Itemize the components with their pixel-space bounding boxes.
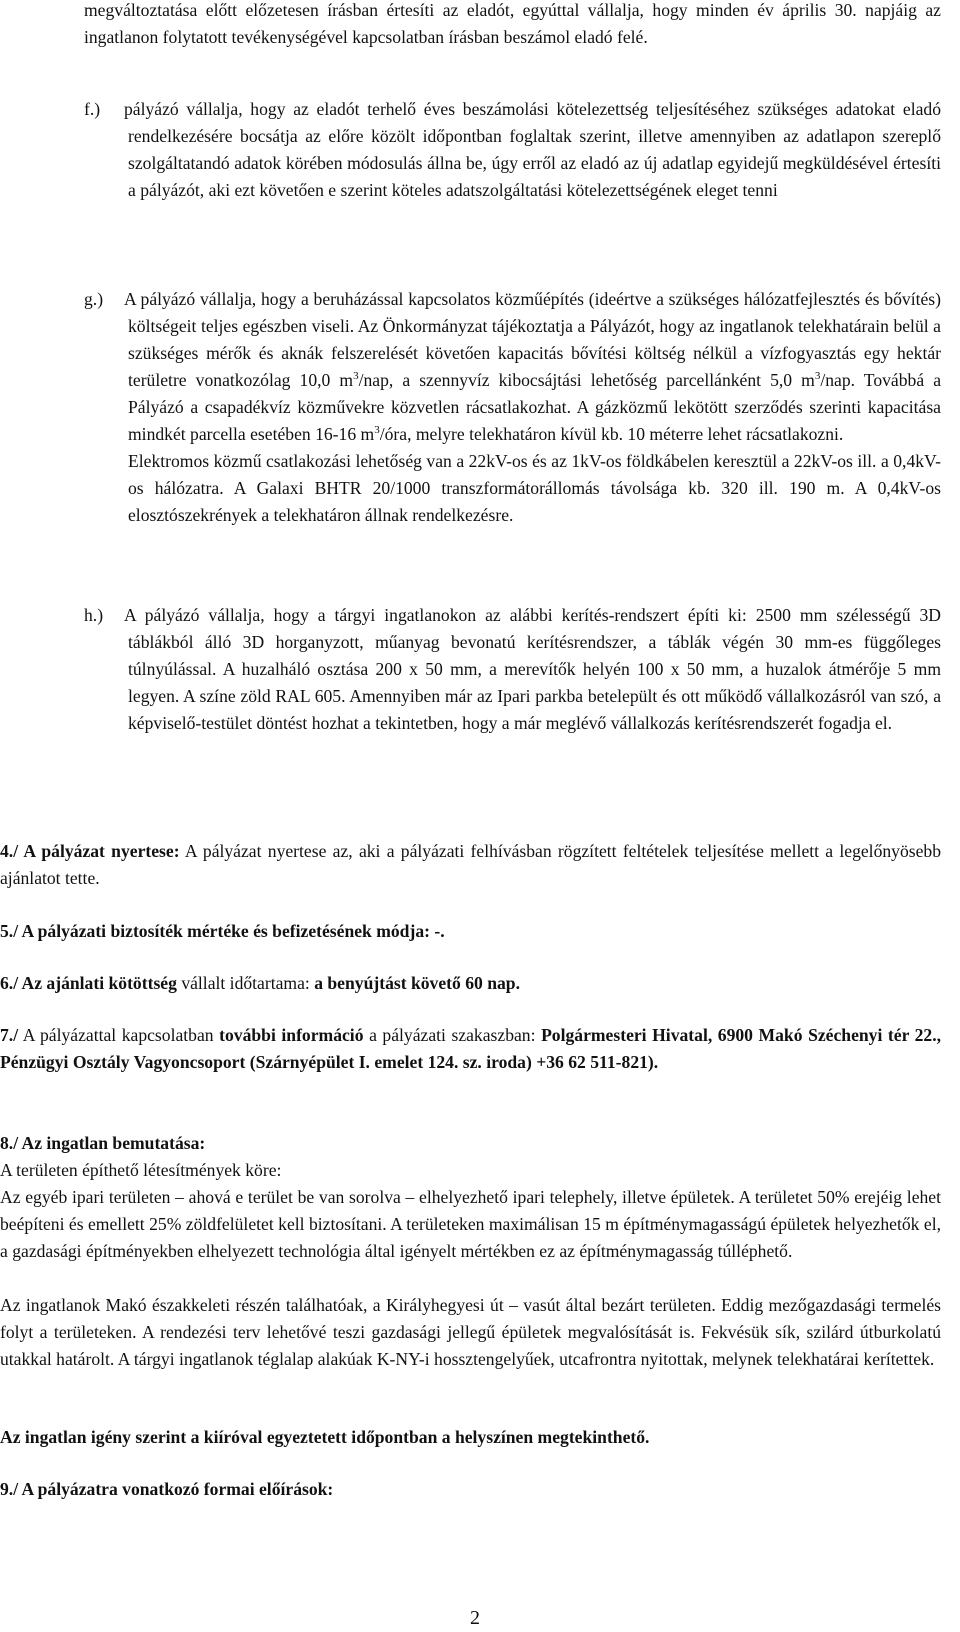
section-9-heading: 9./ A pályázatra vonatkozó formai előírások:	[0, 1479, 334, 1499]
section-9	[0, 1476, 941, 1503]
item-g-text-3: /nap. Továbbá a Pályázó a csapadékvíz közművekre közvetlen rácsatlakozhat. A gázközmű lekötött szerződés szerinti kapacitása mindkét parcella esetében 16-16 m	[128, 370, 942, 444]
paragraph-continuation: megváltoztatása előtt előzetesen írásban értesíti az eladót, egyúttal vállalja, hogy minden év április 30. napjáig az ingatlanon folytatott tevékenységével kapcsolatban írásban beszámol eladó felé.	[84, 0, 941, 47]
section-8-note-text: Az ingatlan igény szerint a kiíróval egyeztetett időpontban a helyszínen megtekinthető.	[0, 1427, 650, 1447]
section-7-text-1: A pályázattal kapcsolatban	[22, 1025, 214, 1045]
section-4-text: A pályázat nyertese az, aki a pályázati felhívásban rögzített feltételek teljesítése mellett a legelőnyösebb ajánlatot tette.	[0, 841, 942, 888]
item-g-electric-text: Elektromos közmű csatlakozási lehetőség van a 22kV-os és az 1kV-os földkábelen keresztül a 22kV-os ill. a 0,4kV-os hálózatra. A Galaxi BHTR 20/1000 transzformátorállomás távolsága kb. 320 ill. 190 m. A 0,4kV-os elosztószekrények a telekhatáron állnak rendelkezésre.	[128, 451, 941, 525]
section-6-heading: 6./ Az ajánlati kötöttség	[0, 973, 177, 993]
item-f-text: pályázó vállalja, hogy az eladót terhelő éves beszámolási kötelezettség teljesítéséhez szükséges adatokat eladó rendelkezésére bocsátja az előre közölt időpontban foglaltak szerint, illetve amennyiben az adatlapon szereplő szolgáltatandó adatok körében módosulás állna be, úgy erről az eladó az új adatlap egyidejű megküldésével értesíti a pályázót, aki ezt követően e szerint köteles adatszolgáltatási kötelezettségének eleget tenni	[124, 99, 941, 200]
section-7-bold-1: további információ	[219, 1025, 364, 1045]
section-8-subheading: A területen építhető létesítmények köre:	[0, 1160, 282, 1180]
superscript: 3	[353, 370, 359, 383]
section-5	[0, 918, 941, 945]
item-f	[84, 96, 941, 204]
item-g-label: g.)	[84, 289, 104, 309]
superscript: 3	[374, 424, 380, 437]
item-g-text-1: A pályázó vállalja, hogy a beruházással kapcsolatos közműépítés (ideértve a szükséges hálózatfejlesztés és bővítés) költségeit teljes egészben viseli. Az Önkormányzat tájékoztatja a Pályázót, hogy az ingatlanok telekhatárain belül a szükséges mérők és aknák felszerelését követően kapacitás bővítési költség nélkül a vízfogyasztás egy hektár területre vonatkozólag 10,0 m	[124, 289, 941, 390]
item-h	[84, 602, 941, 737]
section-6-tail: a benyújtást követő 60 nap.	[314, 973, 520, 993]
item-f-label: f.)	[84, 99, 101, 119]
section-7-heading: 7./	[0, 1025, 19, 1045]
section-7	[0, 1022, 941, 1076]
section-6	[0, 970, 941, 997]
section-8-heading	[0, 1130, 941, 1157]
section-8-heading-text: 8./ Az ingatlan bemutatása:	[0, 1133, 206, 1153]
item-g-text-2: /nap, a szennyvíz kibocsájtási lehetőség parcellánként 5,0 m	[358, 370, 815, 390]
section-6-mid: vállalt időtartama:	[181, 973, 310, 993]
item-h-label: h.)	[84, 605, 104, 625]
section-8-paragraph-2: Az ingatlanok Makó északkeleti részén találhatóak, a Királyhegyesi út – vasút által bezárt területen. Eddig mezőgazdasági termelés folyt a területeken. A rendezési terv lehetővé teszi gazdasági jellegű épületek megvalósítását is. Fekvésük sík, szilárd útburkolatú utakkal határolt. A tárgyi ingatlanok téglalap alakúak K-NY-i hossztengelyűek, utcafrontra nyitottak, melynek telekhatárai kerítettek.	[0, 1295, 941, 1369]
item-h-text: A pályázó vállalja, hogy a tárgyi ingatlanokon az alábbi kerítés-rendszert építi ki: 2500 mm szélességű 3D táblákból álló 3D horganyzott, műanyag bevonatú kerítésrendszer, a táblák végén 30 mm-es függőleges túlnyúlással. A huzalháló osztása 200 x 50 mm, a merevítők helyén 100 x 50 mm, a huzalok átmérője 5 mm legyen. A színe zöld RAL 605. Amennyiben már az Ipari parkba betelepült és ott működő vállalkozásról van szó, a képviselő-testület döntést hozhat a tekintetben, hogy a már meglévő vállalkozás kerítésrendszerét fogadja el.	[124, 605, 941, 733]
item-g	[84, 286, 941, 529]
section-5-heading: 5./ A pályázati biztosíték mértéke és befizetésének módja: -.	[0, 921, 445, 941]
superscript: 3	[814, 370, 821, 383]
page-number: 2	[470, 1607, 480, 1629]
section-8-paragraph-1: Az egyéb ipari területen – ahová e terület be van sorolva – elhelyezhető ipari telephely, illetve épületek. A területet 50% erejéig lehet beépíteni és emellett 25% zöldfelületet kell biztosítani. A területeken maximálisan 15 m építménymagasságú épületek helyezhetők el, a gazdasági építményekben elhelyezett technológia által igényelt mértékben ez az építménymagasság túlléphető.	[0, 1187, 941, 1261]
section-8-note	[0, 1424, 941, 1451]
section-7-text-2: a pályázati szakaszban:	[369, 1025, 536, 1045]
section-4	[0, 838, 941, 892]
item-g-text-4: /óra, melyre telekhatáron kívül kb. 10 méterre lehet rácsatlakozni.	[379, 424, 844, 444]
section-4-heading: 4./ A pályázat nyertese:	[0, 841, 180, 861]
section-7-contact: Polgármesteri Hivatal, 6900 Makó Széchenyi tér 22., Pénzügyi Osztály Vagyoncsoport (Szárnyépület I. emelet 124. sz. iroda) +36 62 511-821).	[0, 1025, 942, 1072]
